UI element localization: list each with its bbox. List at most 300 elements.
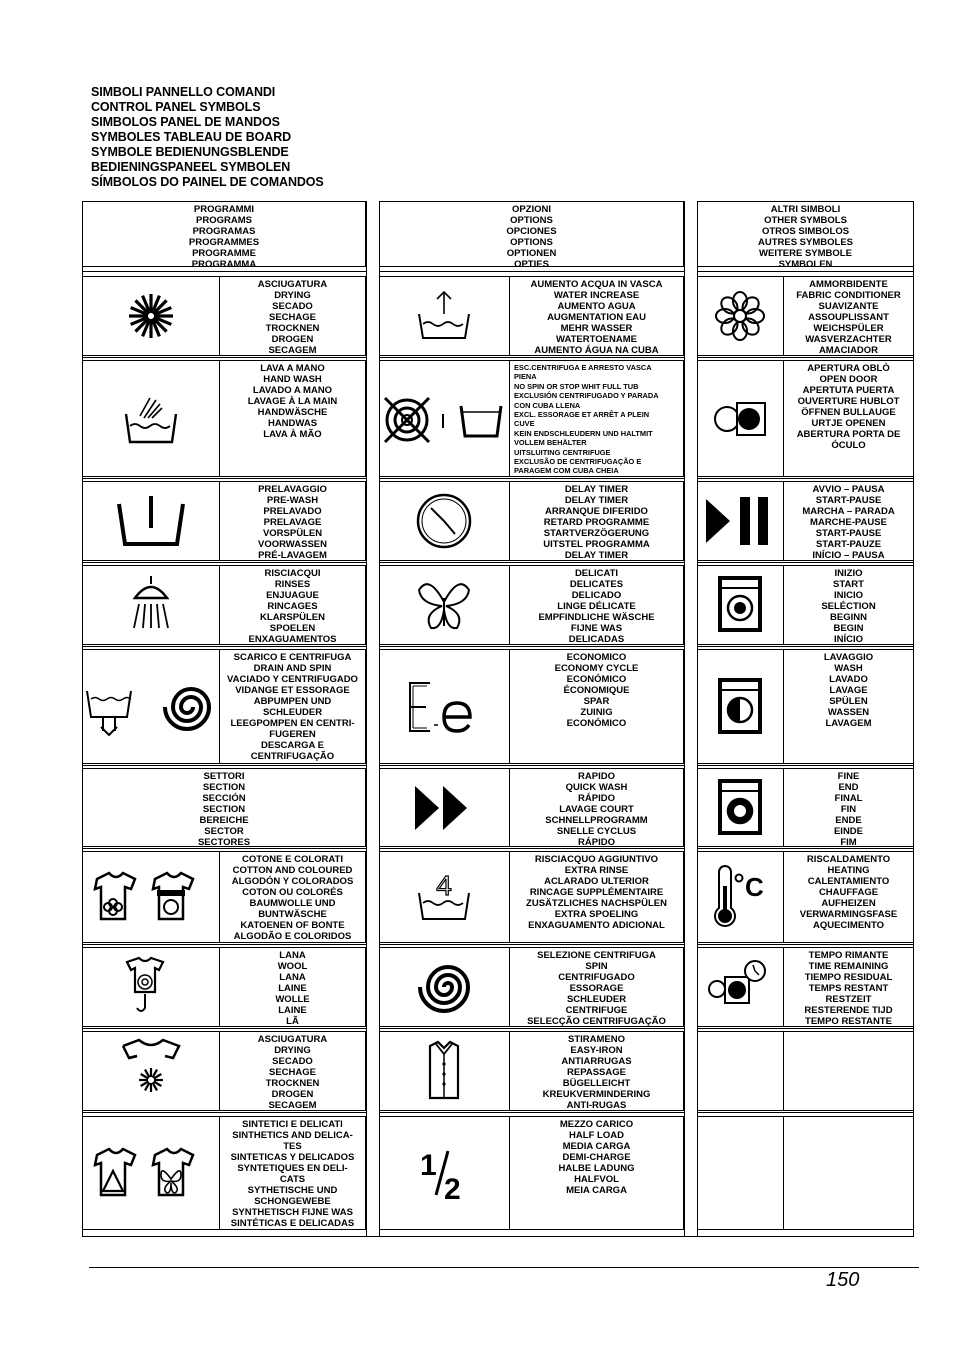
label-line: MEIA CARGA — [566, 1185, 627, 1196]
label-line: LAINE — [278, 1005, 307, 1016]
label-line: DELICADO — [571, 590, 622, 601]
label-line: SCHONGEWEBE — [254, 1196, 331, 1207]
label-line: BÜGELLEICHT — [562, 1078, 631, 1089]
label-line: DELICADAS — [568, 634, 625, 644]
svg-text:2: 2 — [444, 1173, 461, 1206]
label-line: ARRANQUE DIFERIDO — [545, 506, 648, 517]
label-line: PROGRAMMES — [188, 237, 260, 248]
label-line: TEMPO RIMANTE — [808, 950, 889, 961]
svg-text:C: C — [745, 872, 764, 902]
label-line: SECADO — [272, 1056, 313, 1067]
label-line: OPTIONS — [510, 237, 553, 248]
symbol-label — [510, 361, 683, 476]
label-line: WASH — [834, 663, 863, 674]
label-line: UITSLUITING CENTRIFUGE — [514, 447, 611, 457]
label-line: TROCKNEN — [265, 323, 320, 334]
label-line: ABPUMPEN UND — [253, 696, 332, 707]
label-line: ALTRI SIMBOLI — [770, 204, 841, 215]
label-line: WATERTOENAME — [556, 334, 637, 345]
label-line: LAVAGE COURT — [559, 804, 634, 815]
label-line: BEGIN — [833, 623, 864, 634]
label-line: SYMBOLEN — [778, 259, 833, 266]
label-line: RESTERENDE TIJD — [804, 1005, 893, 1016]
symbol-label — [510, 277, 683, 355]
flower-icon — [697, 276, 783, 356]
label-line: ECONOMICO — [566, 652, 627, 663]
label-line: PROGRAMMA — [191, 259, 257, 266]
label-line: TROCKNEN — [265, 1078, 320, 1089]
label-line: ÓCULO — [831, 440, 866, 451]
label-line: ZUSÄTZLICHES NACHSPÜLEN — [526, 898, 667, 909]
label-line: SETTORI — [203, 771, 245, 782]
label-line: BEREICHE — [199, 815, 249, 826]
label-line: RÁPIDO — [578, 837, 615, 846]
label-line: START-PAUSE — [815, 495, 882, 506]
label-line: KLARSPÜLEN — [260, 612, 325, 623]
extra-rinse-icon — [379, 851, 509, 943]
label-line: MEDIA CARGA — [562, 1141, 631, 1152]
label-line: MEHR WASSER — [560, 323, 633, 334]
label-line: OUVERTURE HUBLOT — [797, 396, 900, 407]
label-line: EMPFINDLICHE WÄSCHE — [538, 612, 655, 623]
label-line: SECHAGE — [269, 312, 316, 323]
column-header-others — [697, 202, 914, 266]
washer-wash-icon — [697, 649, 783, 764]
label-line: VOORWASSEN — [258, 539, 327, 550]
label-line: LAVAGE — [829, 685, 868, 696]
symbol-label — [220, 1117, 365, 1229]
label-line: EINDE — [833, 826, 864, 837]
label-line: NO SPIN OR STOP WHIT FULL TUB — [514, 381, 639, 391]
label-line: ABERTURA PORTA DE — [796, 429, 901, 440]
easy-iron-shirt-icon — [379, 1031, 509, 1111]
washer-end-icon — [697, 768, 783, 847]
label-line: AUGMENTATION EAU — [547, 312, 646, 323]
label-line: CON CUBA LLENA — [514, 400, 581, 410]
label-line: SCHNELLPROGRAMM — [545, 815, 648, 826]
label-line: MARCHE-PAUSE — [810, 517, 887, 528]
label-line: ENXAGUAMENTOS — [248, 634, 337, 644]
label-line: PRÉ-LAVAGEM — [258, 550, 327, 560]
symbol-label — [510, 769, 683, 846]
symbol-label — [220, 1032, 365, 1110]
document-titles — [91, 85, 324, 190]
label-line: DRYING — [274, 1045, 311, 1056]
symbol-label — [220, 948, 365, 1026]
label-line: RINCAGES — [267, 601, 318, 612]
label-line: RETARD PROGRAMME — [543, 517, 650, 528]
label-line: PRELAVADO — [263, 506, 322, 517]
label-line: SPOELEN — [269, 623, 316, 634]
label-line: FIN — [840, 804, 857, 815]
spin-spiral-icon — [379, 947, 509, 1027]
label-line: AMMORBIDENTE — [809, 279, 888, 290]
label-line: ENDE — [835, 815, 862, 826]
symbol-label — [220, 277, 365, 355]
label-line: SECTION — [202, 804, 246, 815]
label-line: LAVA À MÃO — [263, 429, 322, 440]
label-line: COTTON AND COLOURED — [232, 865, 353, 876]
symbol-label — [784, 769, 913, 846]
label-line: CENTRIFUGADO — [558, 972, 635, 983]
label-line: DELICATI — [574, 568, 619, 579]
label-line: LAVAGGIO — [823, 652, 874, 663]
label-line: EXCLUSIÓN CENTRIFUGADO Y PARADA — [514, 391, 659, 401]
label-line: RINSES — [274, 579, 311, 590]
label-line: WASVERZACHTER — [805, 334, 892, 345]
fast-forward-icon — [379, 768, 509, 847]
label-line: EXTRA RINSE — [564, 865, 629, 876]
label-line: TIME REMAINING — [808, 961, 889, 972]
label-line: ÖFFNEN BULLAUGE — [801, 407, 896, 418]
label-line: BEGINN — [830, 612, 867, 623]
label-line: APERTUTA PUERTA — [802, 385, 895, 396]
label-line: WEICHSPÜLER — [813, 323, 884, 334]
label-line: VIDANGE ET ESSORAGE — [235, 685, 350, 696]
symbol-label — [510, 482, 683, 560]
label-line: PROGRAMME — [192, 248, 256, 259]
label-line: KATOENEN OF BONTE — [240, 920, 345, 931]
label-line: SUAVIZANTE — [818, 301, 879, 312]
label-line: REPASSAGE — [567, 1067, 626, 1078]
label-line: OPTIONEN — [506, 248, 557, 259]
label-line: EXCL. ESSORAGE ET ARRÊT A PLEIN — [514, 410, 650, 420]
label-line: WOOL — [277, 961, 308, 972]
section-label — [82, 769, 366, 846]
clock-icon — [379, 481, 509, 561]
label-line: PROGRAMMI — [193, 204, 255, 215]
label-line: RISCIACQUO AGGIUNTIVO — [534, 854, 659, 865]
footer-rule — [89, 1267, 919, 1268]
label-line: AMACIADOR — [818, 345, 879, 355]
label-line: LÃ — [286, 1016, 299, 1026]
label-line: LAINE — [278, 983, 307, 994]
label-line: WEITERE SYMBOLE — [759, 248, 852, 259]
label-line: SELÉCTION — [821, 601, 876, 612]
label-line: ASSOUPLISSANT — [808, 312, 889, 323]
title-line: SÍMBOLOS DO PAINEL DE COMANDOS — [91, 175, 324, 189]
label-line: AUMENTO ACQUA IN VASCA — [530, 279, 663, 290]
hand-wash-icon — [82, 360, 219, 477]
label-line: SYTHETISCHE UND — [247, 1185, 338, 1196]
label-line: SYNTETIQUES EN DELI- — [237, 1163, 348, 1174]
symbol-label — [510, 948, 683, 1026]
label-line: RÁPIDO — [578, 793, 615, 804]
label-line: STARTVERZÖGERUNG — [543, 528, 650, 539]
label-line: SINTÉTICAS E DELICADAS — [230, 1218, 355, 1229]
label-line: SECCIÓN — [202, 793, 246, 804]
cotton-colour-icon — [82, 851, 219, 943]
label-line: PARAGEM COM CUBA CHEIA — [514, 466, 619, 476]
label-line: DRAIN AND SPIN — [253, 663, 332, 674]
symbol-label — [220, 361, 365, 476]
symbol-label — [510, 566, 683, 644]
label-line: HANDWÄSCHE — [257, 407, 328, 418]
label-line: OPTIONS — [510, 215, 553, 226]
label-line: TEMPO RESTANTE — [805, 1016, 892, 1026]
label-line: SINTETICAS Y DELICADOS — [230, 1152, 355, 1163]
symbol-label — [510, 1117, 683, 1229]
label-line: DELAY TIMER — [564, 495, 629, 506]
label-line: EXCLUSÃO DE CENTRIFUGAÇÃO E — [514, 457, 642, 467]
shower-icon — [82, 565, 219, 645]
label-line: ASCIUGATURA — [257, 279, 328, 290]
label-line: LEEGPOMPEN EN CENTRI- — [230, 718, 355, 729]
label-line: DEMI-CHARGE — [562, 1152, 631, 1163]
label-line: RESTZEIT — [825, 994, 872, 1005]
label-line: ALGODÓN Y COLORADOS — [231, 876, 354, 887]
label-line: DELICATES — [569, 579, 624, 590]
symbol-label — [220, 566, 365, 644]
label-line: INIZIO — [834, 568, 863, 579]
label-line: KEIN ENDSCHLEUDERN UND HALTMIT — [514, 428, 653, 438]
symbol-label — [784, 948, 913, 1026]
label-line: TES — [283, 1141, 302, 1152]
label-line: KREUKVERMINDERING — [542, 1089, 651, 1100]
label-line: OTHER SYMBOLS — [764, 215, 847, 226]
label-line: ZUINIG — [580, 707, 613, 718]
label-line: AUTRES SYMBOLES — [757, 237, 853, 248]
label-line: RISCALDAMENTO — [806, 854, 891, 865]
label-line: VORSPÜLEN — [262, 528, 323, 539]
time-remaining-icon — [697, 947, 783, 1027]
label-line: AQUECIMENTO — [812, 920, 885, 931]
svg-text:1: 1 — [420, 1149, 437, 1182]
label-line: SYNTHETISCH FIJNE WAS — [232, 1207, 353, 1218]
label-line: START-PAUZE — [815, 539, 882, 550]
label-line: VACIADO Y CENTRIFUGADO — [227, 674, 358, 685]
symbol-label — [784, 361, 913, 476]
label-line: HANDWAS — [267, 418, 318, 429]
label-line: OPEN DOOR — [819, 374, 878, 385]
label-line: CALENTAMIENTO — [807, 876, 890, 887]
label-line: TEMPS RESTANT — [808, 983, 889, 994]
symbol-label — [510, 852, 683, 942]
label-line: SPÜLEN — [829, 696, 868, 707]
label-line: SECHAGE — [269, 1067, 316, 1078]
label-line: SINTETICI E DELICATI — [242, 1119, 343, 1130]
label-line: SPAR — [583, 696, 610, 707]
half-load-icon — [379, 1116, 509, 1230]
water-increase-icon — [379, 276, 509, 356]
label-line: UITSTEL PROGRAMMA — [543, 539, 650, 550]
label-line: AUMENTO ÁGUA NA CUBA — [534, 345, 659, 355]
label-line: PRELAVAGGIO — [258, 484, 327, 495]
label-line: AVVIO – PAUSA — [812, 484, 885, 495]
drain-spin-icon — [82, 649, 219, 764]
title-line: SIMBOLOS PANEL DE MANDOS — [91, 115, 280, 129]
label-line: DROGEN — [271, 1089, 314, 1100]
label-line: WASSEN — [827, 707, 870, 718]
label-line: SECAGEM — [268, 345, 317, 355]
label-line: CENTRIFUGE — [565, 1005, 628, 1016]
label-line: BUNTWÄSCHE — [258, 909, 327, 920]
label-line: LAVA A MANO — [260, 363, 325, 374]
label-line: TIEMPO RESIDUAL — [804, 972, 893, 983]
label-line: ALGODÃO E COLORIDOS — [233, 931, 352, 942]
column-header-options — [379, 202, 684, 266]
label-line: COTONE E COLORATI — [242, 854, 343, 865]
label-line: VERWARMINGSFASE — [799, 909, 898, 920]
symbol-label — [220, 650, 365, 763]
label-line: ANTIARRUGAS — [561, 1056, 632, 1067]
symbol-label — [784, 277, 913, 355]
label-line: CUVE — [514, 419, 535, 429]
label-line: CENTRIFUGAÇÃO — [250, 751, 335, 762]
label-line: QUICK WASH — [565, 782, 628, 793]
column-header-programs — [82, 202, 366, 266]
label-line: SECTORES — [197, 837, 251, 846]
label-line: LINGE DÉLICATE — [557, 601, 636, 612]
label-line: FINAL — [834, 793, 863, 804]
symbol-label — [510, 1032, 683, 1110]
label-line: PROGRAMAS — [192, 226, 256, 237]
label-line: PRE-WASH — [266, 495, 319, 506]
shirt-drying-icon — [82, 1031, 219, 1111]
label-line: DROGEN — [271, 334, 314, 345]
label-line: OPCIONES — [506, 226, 557, 237]
label-line: ECONÓMICO — [566, 718, 627, 729]
symbol-label — [510, 650, 683, 763]
washer-start-icon — [697, 565, 783, 645]
label-line: ÉCONOMIQUE — [563, 685, 630, 696]
label-line: SCHLEUDER — [262, 707, 323, 718]
label-line: LANA — [279, 972, 306, 983]
label-line: ESC.CENTRIFUGA E ARRESTO VASCA — [514, 363, 652, 372]
label-line: AUFHEIZEN — [821, 898, 876, 909]
symbol-label — [784, 852, 913, 942]
label-line: APERTURA OBLÒ — [807, 363, 890, 374]
play-pause-icon — [697, 481, 783, 561]
label-line: OPZIONI — [511, 204, 552, 215]
label-line: DRYING — [274, 290, 311, 301]
label-line: CHAUFFAGE — [818, 887, 879, 898]
label-line: BAUMWOLLE UND — [249, 898, 336, 909]
label-line: ACLARADO ULTERIOR — [544, 876, 649, 887]
label-line: WOLLE — [275, 994, 310, 1005]
label-line: LAVAGE À LA MAIN — [247, 396, 338, 407]
symbol-label — [220, 482, 365, 560]
label-line: SECTION — [202, 782, 246, 793]
label-line: HALBE LADUNG — [558, 1163, 635, 1174]
label-line: DELAY TIMER — [564, 484, 629, 495]
label-line: LAVADO — [829, 674, 868, 685]
label-line: INÍCIO — [833, 634, 864, 644]
label-line: MARCHA – PARADA — [802, 506, 895, 517]
label-line: EASY-IRON — [570, 1045, 623, 1056]
label-line: HALF LOAD — [569, 1130, 624, 1141]
label-line: SECADO — [272, 301, 313, 312]
label-line: DELAY TIMER — [564, 550, 629, 560]
label-line: PIENA — [514, 372, 537, 382]
label-line: PRELAVAGE — [263, 517, 322, 528]
label-line: SECTOR — [204, 826, 244, 837]
label-line: DESCARGA E — [261, 740, 324, 751]
label-line: FINE — [837, 771, 860, 782]
label-line: FIJNE WAS — [570, 623, 623, 634]
label-line: PROGRAMS — [196, 215, 252, 226]
label-line: SNELLE CYCLUS — [556, 826, 637, 837]
label-line: LAVAGEM — [825, 718, 872, 729]
label-line: INÍCIO – PAUSA — [812, 550, 885, 560]
label-line: URTJE OPENEN — [811, 418, 886, 429]
title-line: SYMBOLE BEDIENUNGSBLENDE — [91, 145, 289, 159]
label-line: LAVADO A MANO — [252, 385, 333, 396]
symbols-table — [82, 201, 914, 1237]
label-line: STIRAMENO — [568, 1034, 625, 1045]
label-line: ENJUAGUE — [266, 590, 319, 601]
label-line: HEATING — [827, 865, 870, 876]
label-line: COTON OU COLORÉS — [242, 887, 343, 898]
label-line: RINCAGE SUPPLÉMENTAIRE — [529, 887, 664, 898]
title-line: BEDIENINGSPANEEL SYMBOLEN — [91, 160, 291, 174]
title-line: SYMBOLES TABLEAU DE BOARD — [91, 130, 292, 144]
label-line: ASCIUGATURA — [257, 1034, 328, 1045]
title-line: CONTROL PANEL SYMBOLS — [91, 100, 261, 114]
synthetics-icon — [82, 1116, 219, 1230]
label-line: RISCIACQUI — [264, 568, 321, 579]
label-line: ECONÓMICO — [566, 674, 627, 685]
label-line: FIM — [840, 837, 857, 846]
symbol-label — [220, 852, 365, 942]
symbol-label — [784, 566, 913, 644]
label-line: ESSORAGE — [569, 983, 624, 994]
thermometer-icon — [697, 851, 783, 943]
open-door-icon — [697, 360, 783, 477]
label-line: START — [833, 579, 864, 590]
label-line: ECONOMY CYCLE — [554, 663, 639, 674]
label-line: EXTRA SPOELING — [554, 909, 639, 920]
drying-star-icon — [82, 276, 219, 356]
label-line: OPTIES — [514, 259, 549, 266]
svg-text:4: 4 — [436, 870, 452, 901]
page-number: 150 — [826, 1269, 860, 1291]
label-line: SCHLEUDER — [566, 994, 627, 1005]
label-line: FABRIC CONDITIONER — [796, 290, 901, 301]
symbol-label — [784, 482, 913, 560]
label-line: MEZZO CARICO — [559, 1119, 634, 1130]
butterfly-icon — [379, 565, 509, 645]
label-line: SECAGEM — [268, 1100, 317, 1110]
label-line: SCARICO E CENTRIFUGA — [233, 652, 352, 663]
label-line: SPIN — [585, 961, 608, 972]
label-line: HAND WASH — [263, 374, 322, 385]
label-line: START-PAUSE — [815, 528, 882, 539]
label-line: HALFVOL — [574, 1174, 619, 1185]
label-line: CATS — [279, 1174, 306, 1185]
label-line: OTROS SIMBOLOS — [761, 226, 850, 237]
label-line: AUMENTO AGUA — [557, 301, 636, 312]
label-line: LANA — [279, 950, 306, 961]
label-line: INICIO — [833, 590, 864, 601]
wool-icon — [82, 947, 219, 1027]
title-line: SIMBOLI PANNELLO COMANDI — [91, 85, 276, 99]
label-line: ANTI-RUGAS — [566, 1100, 627, 1110]
label-line: FUGEREN — [269, 729, 316, 740]
label-line: SINTHETICS AND DELICA- — [232, 1130, 353, 1141]
label-line: SELECÇÃO CENTRIFUGAÇÃO — [527, 1016, 666, 1026]
label-line: WATER INCREASE — [553, 290, 640, 301]
economy-e-icon — [379, 649, 509, 764]
label-line: ENXAGUAMENTO ADICIONAL — [528, 920, 665, 931]
prewash-tub-icon — [82, 481, 219, 561]
label-line: END — [838, 782, 859, 793]
label-line: SELEZIONE CENTRIFUGA — [537, 950, 656, 961]
symbol-label — [784, 650, 913, 763]
label-line: RAPIDO — [578, 771, 615, 782]
no-spin-icon — [379, 360, 509, 477]
label-line: VOLLEM BEHÄLTER — [514, 438, 587, 448]
